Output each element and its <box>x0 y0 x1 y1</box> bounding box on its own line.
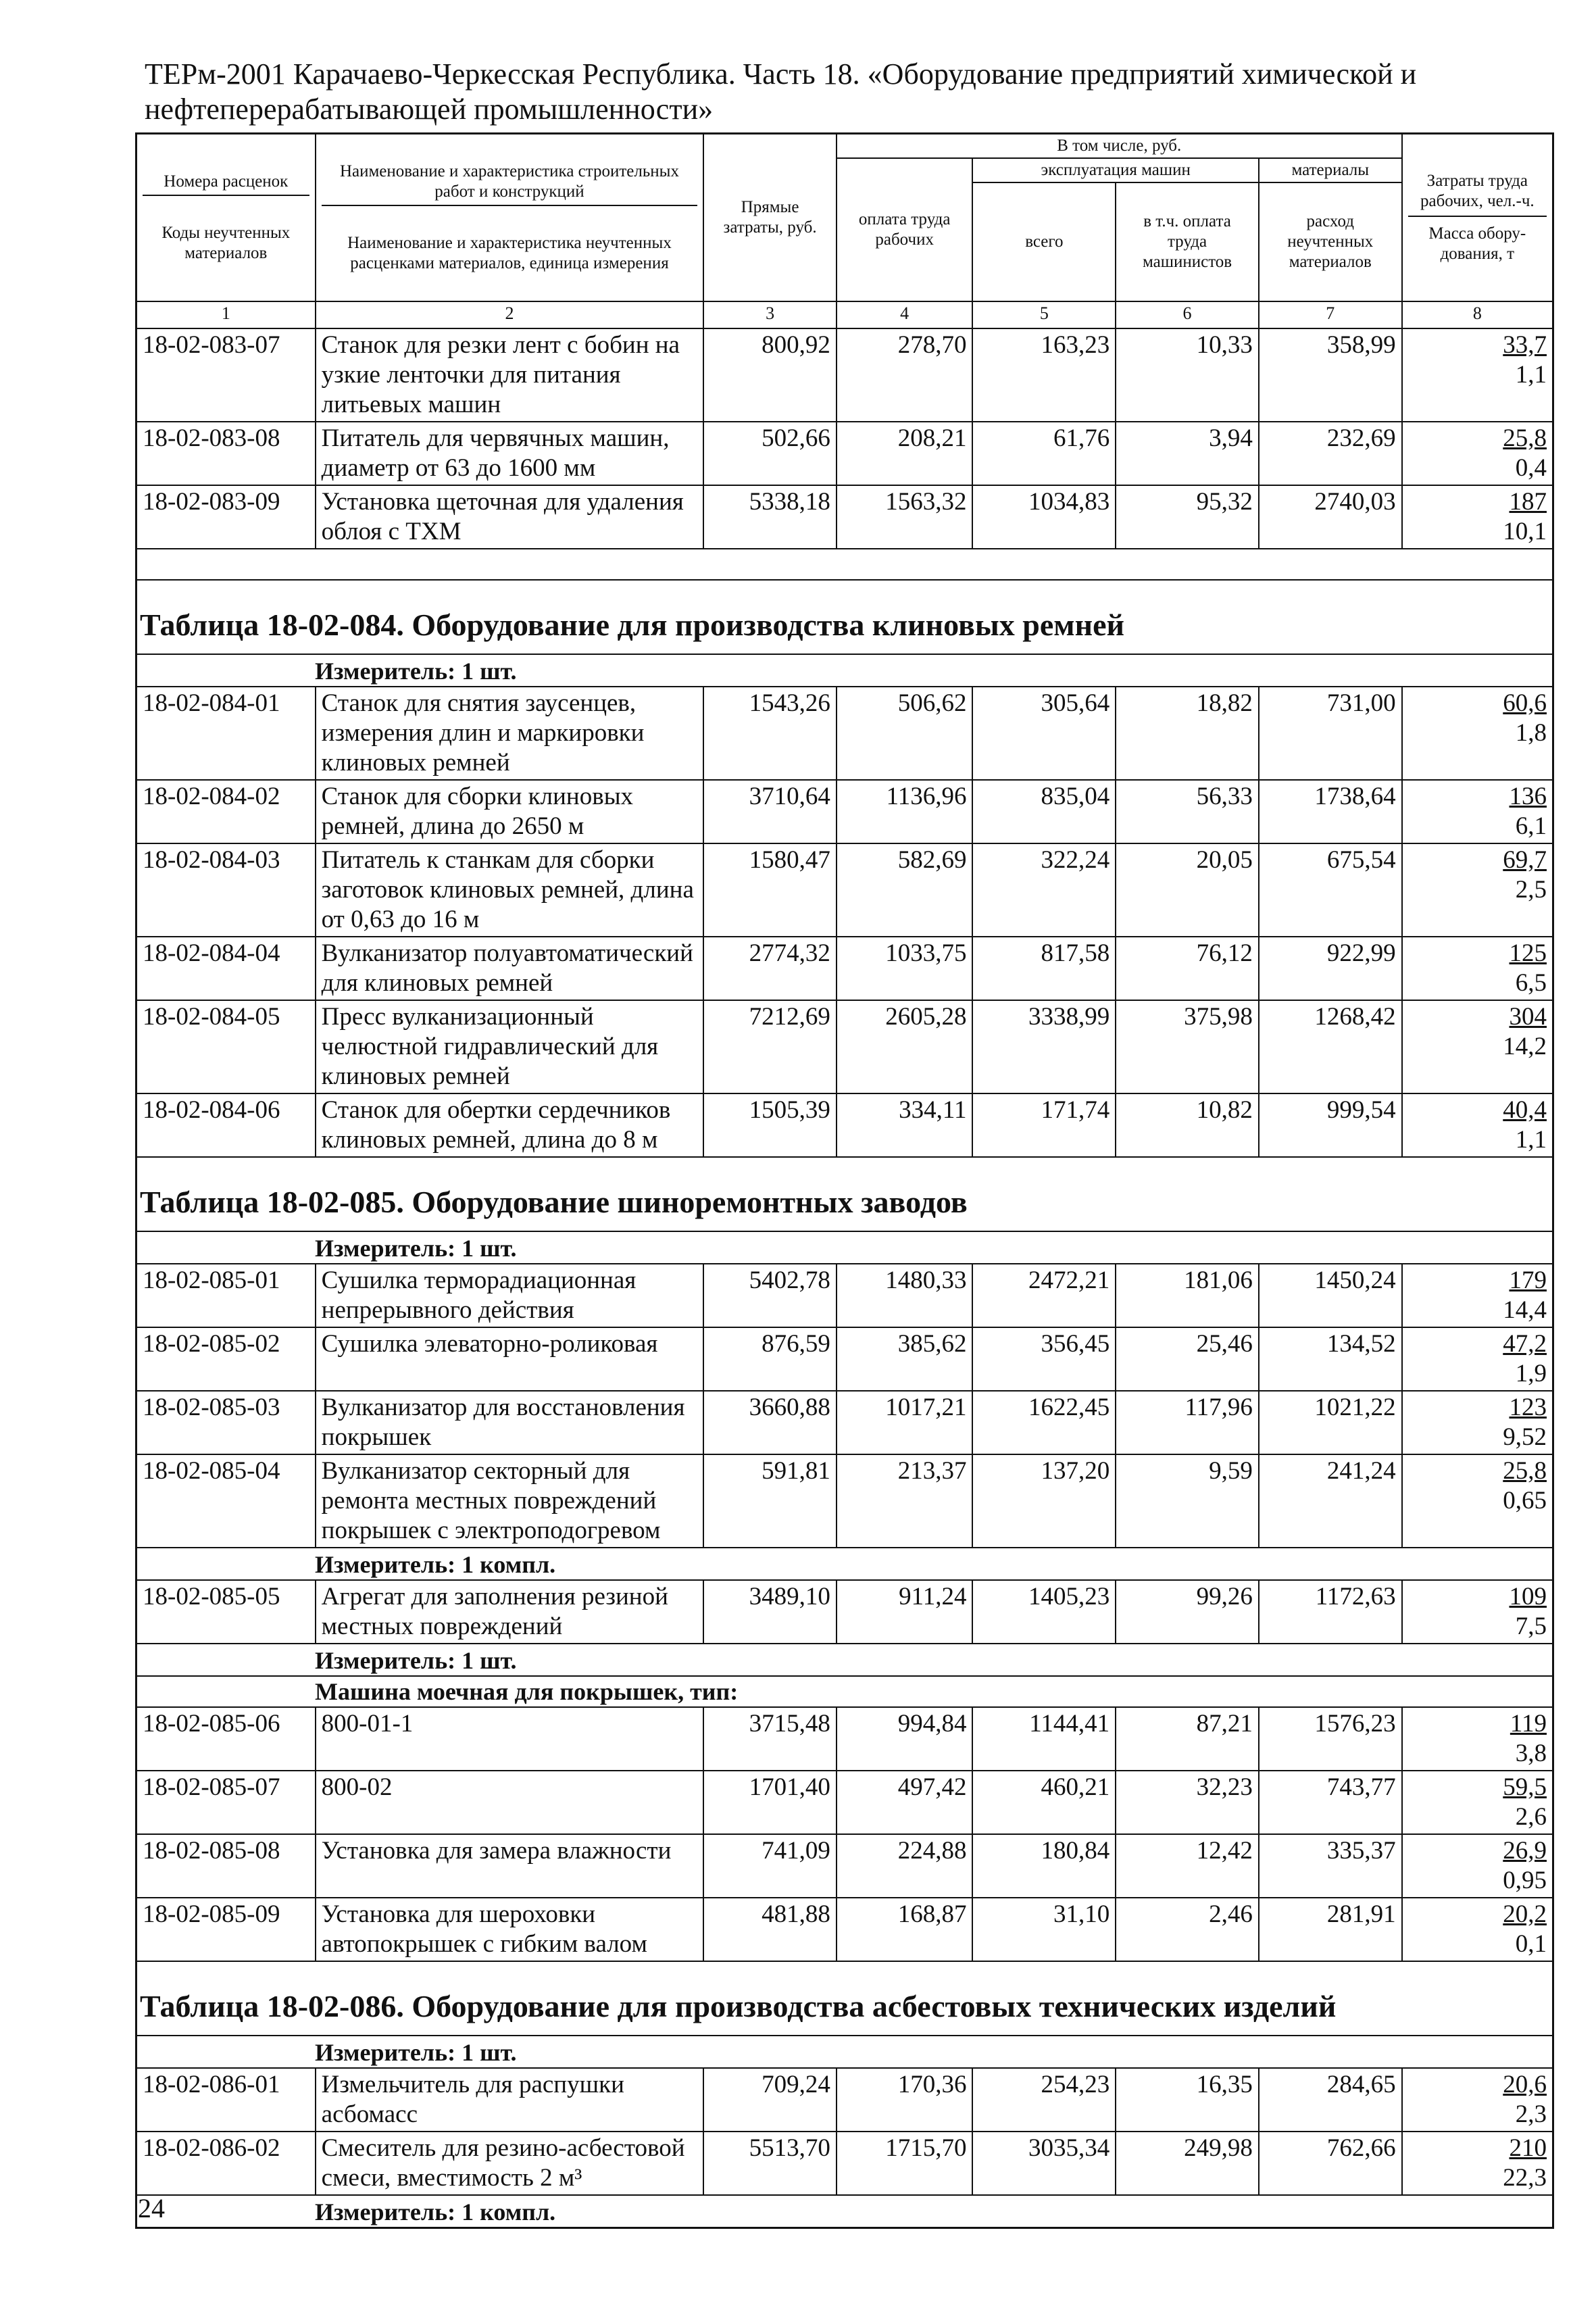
machines-cost: 31,10 <box>972 1898 1116 1961</box>
materials-cost: 743,77 <box>1259 1771 1402 1834</box>
rate-name: Станок для снятия заусенцев, измерения длин и маркировки клиновых ремней <box>316 687 704 780</box>
measure-unit: Измеритель: 1 шт. <box>136 654 1553 687</box>
operators-cost: 87,21 <box>1116 1707 1259 1771</box>
machines-cost: 61,76 <box>972 422 1116 485</box>
materials-cost: 134,52 <box>1259 1327 1402 1391</box>
labor-mass-cell <box>1402 485 1553 549</box>
rate-name: Питатель к станкам для сборки заготовок клиновых ремней, длина от 0,63 до 16 м <box>316 843 704 937</box>
direct-cost: 3660,88 <box>703 1391 837 1454</box>
materials-cost: 1576,23 <box>1259 1707 1402 1771</box>
operators-cost: 10,82 <box>1116 1093 1259 1157</box>
labor-hours: 20,2 <box>1503 1900 1547 1928</box>
rate-name: 800-02 <box>316 1771 704 1834</box>
direct-cost: 2774,32 <box>703 937 837 1000</box>
equipment-mass: 6,5 <box>1515 969 1547 997</box>
header-total: всего <box>972 182 1116 301</box>
labor-mass-cell <box>1402 1264 1553 1327</box>
rate-row <box>136 1454 1553 1548</box>
machines-cost: 356,45 <box>972 1327 1116 1391</box>
wages-cost: 994,84 <box>837 1707 973 1771</box>
equipment-mass: 1,8 <box>1515 719 1547 747</box>
direct-cost: 876,59 <box>703 1327 837 1391</box>
equipment-mass: 1,1 <box>1515 1126 1547 1154</box>
wages-cost: 2605,28 <box>837 1000 973 1093</box>
wages-cost: 1136,96 <box>837 780 973 843</box>
labor-hours: 179 <box>1509 1266 1547 1294</box>
rate-code: 18-02-084-01 <box>136 687 316 780</box>
equipment-mass: 9,52 <box>1503 1423 1547 1451</box>
section-title: Таблица 18-02-085. Оборудование шиноремонтных заводов <box>136 1157 1553 1231</box>
section-title-row <box>136 1961 1553 2036</box>
machines-cost: 835,04 <box>972 780 1116 843</box>
machines-cost: 3338,99 <box>972 1000 1116 1093</box>
labor-mass-cell <box>1402 1580 1553 1644</box>
rate-code: 18-02-083-07 <box>136 328 316 422</box>
materials-cost: 1172,63 <box>1259 1580 1402 1644</box>
rate-code: 18-02-083-08 <box>136 422 316 485</box>
equipment-mass: 2,5 <box>1515 876 1547 904</box>
measure-unit: Измеритель: 1 компл. <box>136 2195 1553 2228</box>
rate-name: Сушилка элеваторно-роликовая <box>316 1327 704 1391</box>
header-rates-no: Номера расценок <box>143 172 309 196</box>
measure-unit: Измеритель: 1 компл. <box>136 1548 1553 1580</box>
operators-cost: 20,05 <box>1116 843 1259 937</box>
operators-cost: 95,32 <box>1116 485 1259 549</box>
header-machines: эксплуатация машин <box>972 158 1258 182</box>
header-labor: Затраты труда рабочих, чел.-ч. <box>1408 171 1547 217</box>
rate-row <box>136 843 1553 937</box>
column-number: 3 <box>703 301 837 328</box>
direct-cost: 1701,40 <box>703 1771 837 1834</box>
wages-cost: 497,42 <box>837 1771 973 1834</box>
operators-cost: 76,12 <box>1116 937 1259 1000</box>
section-title-row <box>136 580 1553 654</box>
machines-cost: 1144,41 <box>972 1707 1116 1771</box>
rate-name: Станок для сборки клиновых ремней, длина до 2650 м <box>316 780 704 843</box>
materials-cost: 232,69 <box>1259 422 1402 485</box>
materials-cost: 284,65 <box>1259 2068 1402 2132</box>
materials-cost: 358,99 <box>1259 328 1402 422</box>
section-title-row <box>136 1157 1553 1231</box>
equipment-mass: 0,65 <box>1503 1487 1547 1515</box>
equipment-mass: 0,1 <box>1515 1930 1547 1958</box>
header-direct: Прямые затраты, руб. <box>703 134 837 302</box>
measure-unit-row <box>136 1644 1553 1676</box>
header-mass: Масса обору-дования, т <box>1428 224 1526 263</box>
rate-name: Вулканизатор секторный для ремонта местных повреждений покрышек с электроподогревом <box>316 1454 704 1548</box>
rate-name: Вулканизатор для восстановления покрышек <box>316 1391 704 1454</box>
operators-cost: 32,23 <box>1116 1771 1259 1834</box>
rate-code: 18-02-085-06 <box>136 1707 316 1771</box>
operators-cost: 3,94 <box>1116 422 1259 485</box>
header-labor-cell <box>1402 134 1553 302</box>
equipment-mass: 2,6 <box>1515 1803 1547 1831</box>
rate-row <box>136 1391 1553 1454</box>
column-number: 6 <box>1116 301 1259 328</box>
wages-cost: 385,62 <box>837 1327 973 1391</box>
rate-name: Установка щеточная для удаления облоя с ТХМ <box>316 485 704 549</box>
column-number: 5 <box>972 301 1116 328</box>
column-number: 8 <box>1402 301 1553 328</box>
rate-code: 18-02-084-04 <box>136 937 316 1000</box>
rate-code: 18-02-085-05 <box>136 1580 316 1644</box>
header-materials: материалы <box>1259 158 1402 182</box>
labor-hours: 69,7 <box>1503 846 1547 874</box>
rate-row <box>136 485 1553 549</box>
labor-mass-cell <box>1402 2132 1553 2195</box>
rate-name: Пресс вулканизационный челюстной гидравлический для клиновых ремней <box>316 1000 704 1093</box>
materials-cost: 335,37 <box>1259 1834 1402 1898</box>
wages-cost: 168,87 <box>837 1898 973 1961</box>
machines-cost: 171,74 <box>972 1093 1116 1157</box>
column-number: 4 <box>837 301 973 328</box>
document-title: ТЕРм-2001 Карачаево-Черкесская Республика. Часть 18. «Оборудование предприятий химической и нефтеперерабатывающей промышленности» <box>145 57 1417 126</box>
measure-unit-row <box>136 1548 1553 1580</box>
wages-cost: 1480,33 <box>837 1264 973 1327</box>
section-title: Таблица 18-02-086. Оборудование для производства асбестовых технических изделий <box>136 1961 1553 2036</box>
wages-cost: 582,69 <box>837 843 973 937</box>
wages-cost: 170,36 <box>837 2068 973 2132</box>
machines-cost: 163,23 <box>972 328 1116 422</box>
machines-cost: 817,58 <box>972 937 1116 1000</box>
operators-cost: 18,82 <box>1116 687 1259 780</box>
operators-cost: 12,42 <box>1116 1834 1259 1898</box>
equipment-mass: 1,9 <box>1515 1360 1547 1387</box>
materials-cost: 1450,24 <box>1259 1264 1402 1327</box>
machines-cost: 305,64 <box>972 687 1116 780</box>
materials-cost: 922,99 <box>1259 937 1402 1000</box>
spacer-row <box>136 549 1553 580</box>
rate-row <box>136 2132 1553 2195</box>
direct-cost: 3710,64 <box>703 780 837 843</box>
rate-row <box>136 1834 1553 1898</box>
equipment-mass: 10,1 <box>1503 518 1547 545</box>
rate-row <box>136 1771 1553 1834</box>
rate-row <box>136 328 1553 422</box>
header-name-bottom: Наименование и характеристика неучтенных расценками материалов, единица измерения <box>347 234 672 272</box>
rate-code: 18-02-084-03 <box>136 843 316 937</box>
rate-row <box>136 2068 1553 2132</box>
column-number: 2 <box>316 301 704 328</box>
rate-code: 18-02-085-09 <box>136 1898 316 1961</box>
header-codes-cell <box>136 134 316 302</box>
labor-hours: 109 <box>1509 1583 1547 1610</box>
wages-cost: 506,62 <box>837 687 973 780</box>
materials-cost: 281,91 <box>1259 1898 1402 1961</box>
labor-hours: 125 <box>1509 939 1547 967</box>
direct-cost: 5513,70 <box>703 2132 837 2195</box>
labor-hours: 25,8 <box>1503 424 1547 452</box>
wages-cost: 1715,70 <box>837 2132 973 2195</box>
machines-cost: 1405,23 <box>972 1580 1116 1644</box>
rates-table <box>135 132 1554 2229</box>
equipment-mass: 7,5 <box>1515 1613 1547 1640</box>
header-name-cell <box>316 134 704 302</box>
labor-hours: 210 <box>1509 2134 1547 2162</box>
labor-hours: 40,4 <box>1503 1096 1547 1124</box>
rate-code: 18-02-084-06 <box>136 1093 316 1157</box>
direct-cost: 800,92 <box>703 328 837 422</box>
direct-cost: 741,09 <box>703 1834 837 1898</box>
header-unaccounted: расход неучтенных материалов <box>1259 182 1402 301</box>
rate-name: Установка для шероховки автопокрышек с гибким валом <box>316 1898 704 1961</box>
group-title: Машина моечная для покрышек, тип: <box>136 1676 1553 1707</box>
labor-mass-cell <box>1402 1454 1553 1548</box>
spacer <box>136 549 1553 580</box>
labor-mass-cell <box>1402 1707 1553 1771</box>
materials-cost: 1021,22 <box>1259 1391 1402 1454</box>
rate-name: Станок для обертки сердечников клиновых ремней, длина до 8 м <box>316 1093 704 1157</box>
labor-hours: 187 <box>1509 488 1547 516</box>
direct-cost: 709,24 <box>703 2068 837 2132</box>
rate-name: Питатель для червячных машин, диаметр от 63 до 1600 мм <box>316 422 704 485</box>
rate-row <box>136 422 1553 485</box>
labor-hours: 20,6 <box>1503 2071 1547 2098</box>
rate-code: 18-02-084-02 <box>136 780 316 843</box>
operators-cost: 56,33 <box>1116 780 1259 843</box>
labor-hours: 25,8 <box>1503 1457 1547 1485</box>
rate-row <box>136 1000 1553 1093</box>
measure-unit-row <box>136 1231 1553 1264</box>
equipment-mass: 6,1 <box>1515 812 1547 840</box>
direct-cost: 1505,39 <box>703 1093 837 1157</box>
equipment-mass: 0,95 <box>1503 1867 1547 1894</box>
rate-row <box>136 1580 1553 1644</box>
rate-row <box>136 1898 1553 1961</box>
wages-cost: 911,24 <box>837 1580 973 1644</box>
equipment-mass: 0,4 <box>1515 454 1547 482</box>
labor-hours: 33,7 <box>1503 331 1547 359</box>
labor-mass-cell <box>1402 1771 1553 1834</box>
labor-mass-cell <box>1402 1000 1553 1093</box>
wages-cost: 1563,32 <box>837 485 973 549</box>
labor-hours: 304 <box>1509 1003 1547 1031</box>
measure-unit: Измеритель: 1 шт. <box>136 1231 1553 1264</box>
machines-cost: 137,20 <box>972 1454 1116 1548</box>
machines-cost: 1034,83 <box>972 485 1116 549</box>
rate-code: 18-02-086-02 <box>136 2132 316 2195</box>
section-title: Таблица 18-02-084. Оборудование для производства клиновых ремней <box>136 580 1553 654</box>
direct-cost: 7212,69 <box>703 1000 837 1093</box>
rate-row <box>136 1264 1553 1327</box>
labor-hours: 119 <box>1510 1710 1547 1738</box>
header-incl: В том числе, руб. <box>837 134 1402 159</box>
rate-name: Смеситель для резино-асбестовой смеси, вместимость 2 м³ <box>316 2132 704 2195</box>
labor-hours: 123 <box>1509 1394 1547 1421</box>
equipment-mass: 14,4 <box>1503 1296 1547 1324</box>
table-header <box>136 134 1553 329</box>
labor-mass-cell <box>1402 1834 1553 1898</box>
measure-unit-row <box>136 654 1553 687</box>
labor-mass-cell <box>1402 937 1553 1000</box>
rate-row <box>136 687 1553 780</box>
direct-cost: 591,81 <box>703 1454 837 1548</box>
measure-unit: Измеритель: 1 шт. <box>136 2036 1553 2068</box>
measure-unit-row <box>136 2195 1553 2228</box>
operators-cost: 10,33 <box>1116 328 1259 422</box>
wages-cost: 1033,75 <box>837 937 973 1000</box>
rate-code: 18-02-085-02 <box>136 1327 316 1391</box>
direct-cost: 3715,48 <box>703 1707 837 1771</box>
wages-cost: 1017,21 <box>837 1391 973 1454</box>
rate-name: Станок для резки лент с бобин на узкие ленточки для питания литьевых машин <box>316 328 704 422</box>
equipment-mass: 1,1 <box>1515 361 1547 389</box>
header-codes: Коды неучтенных материалов <box>161 224 291 262</box>
operators-cost: 99,26 <box>1116 1580 1259 1644</box>
materials-cost: 999,54 <box>1259 1093 1402 1157</box>
labor-mass-cell <box>1402 1327 1553 1391</box>
column-numbers-row <box>136 301 1553 328</box>
machines-cost: 3035,34 <box>972 2132 1116 2195</box>
operators-cost: 9,59 <box>1116 1454 1259 1548</box>
measure-unit-row <box>136 2036 1553 2068</box>
operators-cost: 117,96 <box>1116 1391 1259 1454</box>
materials-cost: 731,00 <box>1259 687 1402 780</box>
labor-hours: 60,6 <box>1503 689 1547 717</box>
equipment-mass: 3,8 <box>1515 1740 1547 1767</box>
machines-cost: 254,23 <box>972 2068 1116 2132</box>
rate-row <box>136 1707 1553 1771</box>
header-wages: оплата труда рабочих <box>837 158 973 301</box>
group-title-row <box>136 1676 1553 1707</box>
rate-code: 18-02-085-04 <box>136 1454 316 1548</box>
direct-cost: 502,66 <box>703 422 837 485</box>
labor-mass-cell <box>1402 780 1553 843</box>
rate-name: 800-01-1 <box>316 1707 704 1771</box>
operators-cost: 25,46 <box>1116 1327 1259 1391</box>
materials-cost: 762,66 <box>1259 2132 1402 2195</box>
equipment-mass: 2,3 <box>1515 2100 1547 2128</box>
wages-cost: 213,37 <box>837 1454 973 1548</box>
rate-name: Измельчитель для распушки асбомасс <box>316 2068 704 2132</box>
direct-cost: 1543,26 <box>703 687 837 780</box>
operators-cost: 2,46 <box>1116 1898 1259 1961</box>
labor-mass-cell <box>1402 843 1553 937</box>
machines-cost: 2472,21 <box>972 1264 1116 1327</box>
rate-name: Сушилка терморадиационная непрерывного действия <box>316 1264 704 1327</box>
wages-cost: 334,11 <box>837 1093 973 1157</box>
header-incl-operators: в т.ч. оплата труда машинистов <box>1116 182 1259 301</box>
materials-cost: 675,54 <box>1259 843 1402 937</box>
operators-cost: 375,98 <box>1116 1000 1259 1093</box>
column-number: 7 <box>1259 301 1402 328</box>
labor-hours: 47,2 <box>1503 1330 1547 1358</box>
labor-mass-cell <box>1402 422 1553 485</box>
machines-cost: 460,21 <box>972 1771 1116 1834</box>
machines-cost: 322,24 <box>972 843 1116 937</box>
materials-cost: 241,24 <box>1259 1454 1402 1548</box>
rate-row <box>136 780 1553 843</box>
materials-cost: 1738,64 <box>1259 780 1402 843</box>
labor-mass-cell <box>1402 687 1553 780</box>
equipment-mass: 22,3 <box>1503 2164 1547 2192</box>
page-number: 24 <box>138 2193 165 2223</box>
machines-cost: 180,84 <box>972 1834 1116 1898</box>
rate-name: Вулканизатор полуавтоматический для клиновых ремней <box>316 937 704 1000</box>
labor-hours: 59,5 <box>1503 1773 1547 1801</box>
labor-mass-cell <box>1402 328 1553 422</box>
rate-code: 18-02-085-03 <box>136 1391 316 1454</box>
rate-row <box>136 937 1553 1000</box>
direct-cost: 5402,78 <box>703 1264 837 1327</box>
direct-cost: 481,88 <box>703 1898 837 1961</box>
rate-code: 18-02-086-01 <box>136 2068 316 2132</box>
operators-cost: 181,06 <box>1116 1264 1259 1327</box>
direct-cost: 5338,18 <box>703 485 837 549</box>
rate-code: 18-02-084-05 <box>136 1000 316 1093</box>
rate-row <box>136 1327 1553 1391</box>
wages-cost: 208,21 <box>837 422 973 485</box>
rate-code: 18-02-085-01 <box>136 1264 316 1327</box>
direct-cost: 3489,10 <box>703 1580 837 1644</box>
operators-cost: 16,35 <box>1116 2068 1259 2132</box>
measure-unit: Измеритель: 1 шт. <box>136 1644 1553 1676</box>
table-body <box>136 328 1553 2228</box>
rate-code: 18-02-083-09 <box>136 485 316 549</box>
direct-cost: 1580,47 <box>703 843 837 937</box>
labor-mass-cell <box>1402 1093 1553 1157</box>
labor-mass-cell <box>1402 2068 1553 2132</box>
column-number: 1 <box>136 301 316 328</box>
equipment-mass: 14,2 <box>1503 1033 1547 1060</box>
rate-name: Агрегат для заполнения резиной местных повреждений <box>316 1580 704 1644</box>
rate-code: 18-02-085-08 <box>136 1834 316 1898</box>
materials-cost: 2740,03 <box>1259 485 1402 549</box>
wages-cost: 224,88 <box>837 1834 973 1898</box>
wages-cost: 278,70 <box>837 328 973 422</box>
labor-mass-cell <box>1402 1898 1553 1961</box>
operators-cost: 249,98 <box>1116 2132 1259 2195</box>
header-name-top: Наименование и характеристика строительных работ и конструкций <box>322 162 698 206</box>
machines-cost: 1622,45 <box>972 1391 1116 1454</box>
labor-hours: 136 <box>1509 783 1547 810</box>
rate-row <box>136 1093 1553 1157</box>
labor-mass-cell <box>1402 1391 1553 1454</box>
rate-code: 18-02-085-07 <box>136 1771 316 1834</box>
materials-cost: 1268,42 <box>1259 1000 1402 1093</box>
labor-hours: 26,9 <box>1503 1837 1547 1865</box>
rate-name: Установка для замера влажности <box>316 1834 704 1898</box>
